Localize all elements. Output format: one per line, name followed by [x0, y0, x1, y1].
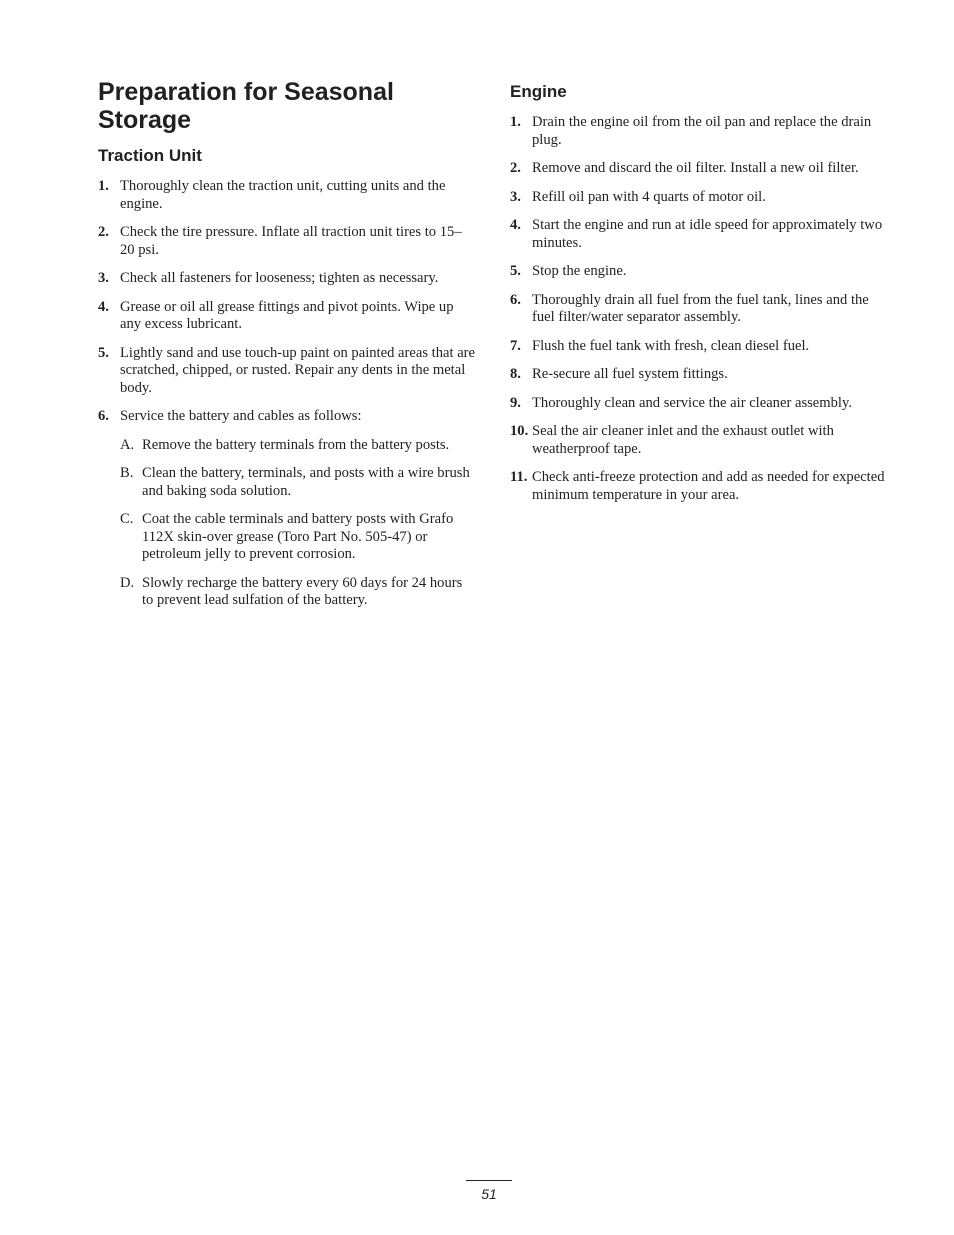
list-item: [510, 114, 890, 149]
engine-list: [510, 114, 890, 515]
item-letter: B.: [120, 465, 134, 481]
item-number: 4.: [510, 217, 521, 233]
item-text: Clean the battery, terminals, and posts with a wire brush and baking soda solution.: [142, 465, 470, 499]
list-item: [510, 160, 890, 178]
list-item: [98, 345, 476, 398]
item-number: 7.: [510, 337, 521, 354]
traction-unit-heading: Traction Unit: [98, 146, 202, 165]
item-number: 2.: [98, 224, 109, 240]
list-item: [98, 299, 476, 334]
item-text: Coat the cable terminals and battery posts with Grafo 112X skin-over grease (Toro Part No. 505-47) or petroleum jelly to prevent corrosion.: [142, 511, 454, 562]
list-item: [510, 263, 890, 281]
item-number: 5.: [98, 344, 109, 361]
item-text: Check all fasteners for looseness; tighten as necessary.: [120, 270, 439, 286]
list-item: [510, 217, 890, 252]
item-number: 9.: [510, 394, 521, 411]
item-text: Slowly recharge the battery every 60 days for 24 hours to prevent lead sulfation of the battery.: [142, 574, 463, 608]
item-number: 4.: [98, 298, 109, 315]
item-text: Service the battery and cables as follows:: [120, 408, 362, 424]
item-number: 6.: [510, 291, 521, 308]
item-number: 3.: [510, 188, 521, 205]
sublist-item: [120, 465, 476, 500]
item-text: Refill oil pan with 4 quarts of motor oil.: [532, 188, 766, 205]
item-number: 2.: [510, 160, 521, 176]
sublist-item: [120, 575, 476, 610]
list-item: [510, 395, 890, 413]
item-letter: A.: [120, 436, 135, 453]
list-item: [510, 292, 890, 327]
item-text: Flush the fuel tank with fresh, clean diesel fuel.: [532, 337, 810, 354]
item-number: 1.: [510, 114, 521, 130]
item-text: Stop the engine.: [532, 263, 627, 279]
item-text: Check the tire pressure. Inflate all traction unit tires to 15–20 psi.: [120, 224, 462, 258]
item-text: Lightly sand and use touch-up paint on painted areas that are scratched, chipped, or rusted. Repair any dents in the metal body.: [120, 344, 476, 396]
item-text: Drain the engine oil from the oil pan and replace the drain plug.: [532, 114, 872, 148]
item-letter: C.: [120, 511, 134, 527]
battery-service-sublist: [120, 437, 476, 610]
list-item: [510, 366, 890, 384]
item-letter: D.: [120, 574, 135, 591]
list-item: [98, 270, 476, 288]
item-number: 6.: [98, 408, 109, 424]
list-item: [510, 469, 890, 504]
item-number: 3.: [98, 270, 109, 286]
item-text: Grease or oil all grease fittings and pivot points. Wipe up any excess lubricant.: [120, 298, 454, 332]
item-text: Remove the battery terminals from the battery posts.: [142, 436, 450, 453]
list-item: [98, 178, 476, 213]
list-item: [98, 224, 476, 259]
list-item: [98, 408, 476, 610]
item-number: 5.: [510, 263, 521, 279]
sublist-item: [120, 511, 476, 564]
item-text: Remove and discard the oil filter. Install a new oil filter.: [532, 160, 859, 176]
list-item: [510, 423, 890, 458]
item-text: Thoroughly drain all fuel from the fuel tank, lines and the fuel filter/water separator assembly.: [532, 291, 869, 325]
item-number: 11.: [510, 469, 528, 485]
engine-heading: Engine: [510, 82, 567, 101]
sublist-item: [120, 437, 476, 455]
list-item: [510, 338, 890, 356]
item-text: Re-secure all fuel system fittings.: [532, 366, 728, 382]
footer-rule: [466, 1180, 512, 1181]
item-text: Seal the air cleaner inlet and the exhaust outlet with weatherproof tape.: [532, 423, 834, 457]
item-text: Check anti-freeze protection and add as needed for expected minimum temperature in your area.: [532, 469, 885, 503]
page-number: 51: [481, 1186, 497, 1202]
item-text: Start the engine and run at idle speed for approximately two minutes.: [532, 217, 883, 251]
item-text: Thoroughly clean the traction unit, cutting units and the engine.: [120, 178, 446, 212]
item-number: 8.: [510, 366, 521, 382]
item-text: Thoroughly clean and service the air cleaner assembly.: [532, 394, 852, 411]
item-number: 10.: [510, 423, 529, 439]
page-title: Preparation for Seasonal Storage: [98, 78, 394, 134]
traction-unit-list: [98, 178, 476, 621]
item-number: 1.: [98, 178, 109, 194]
list-item: [510, 189, 890, 207]
